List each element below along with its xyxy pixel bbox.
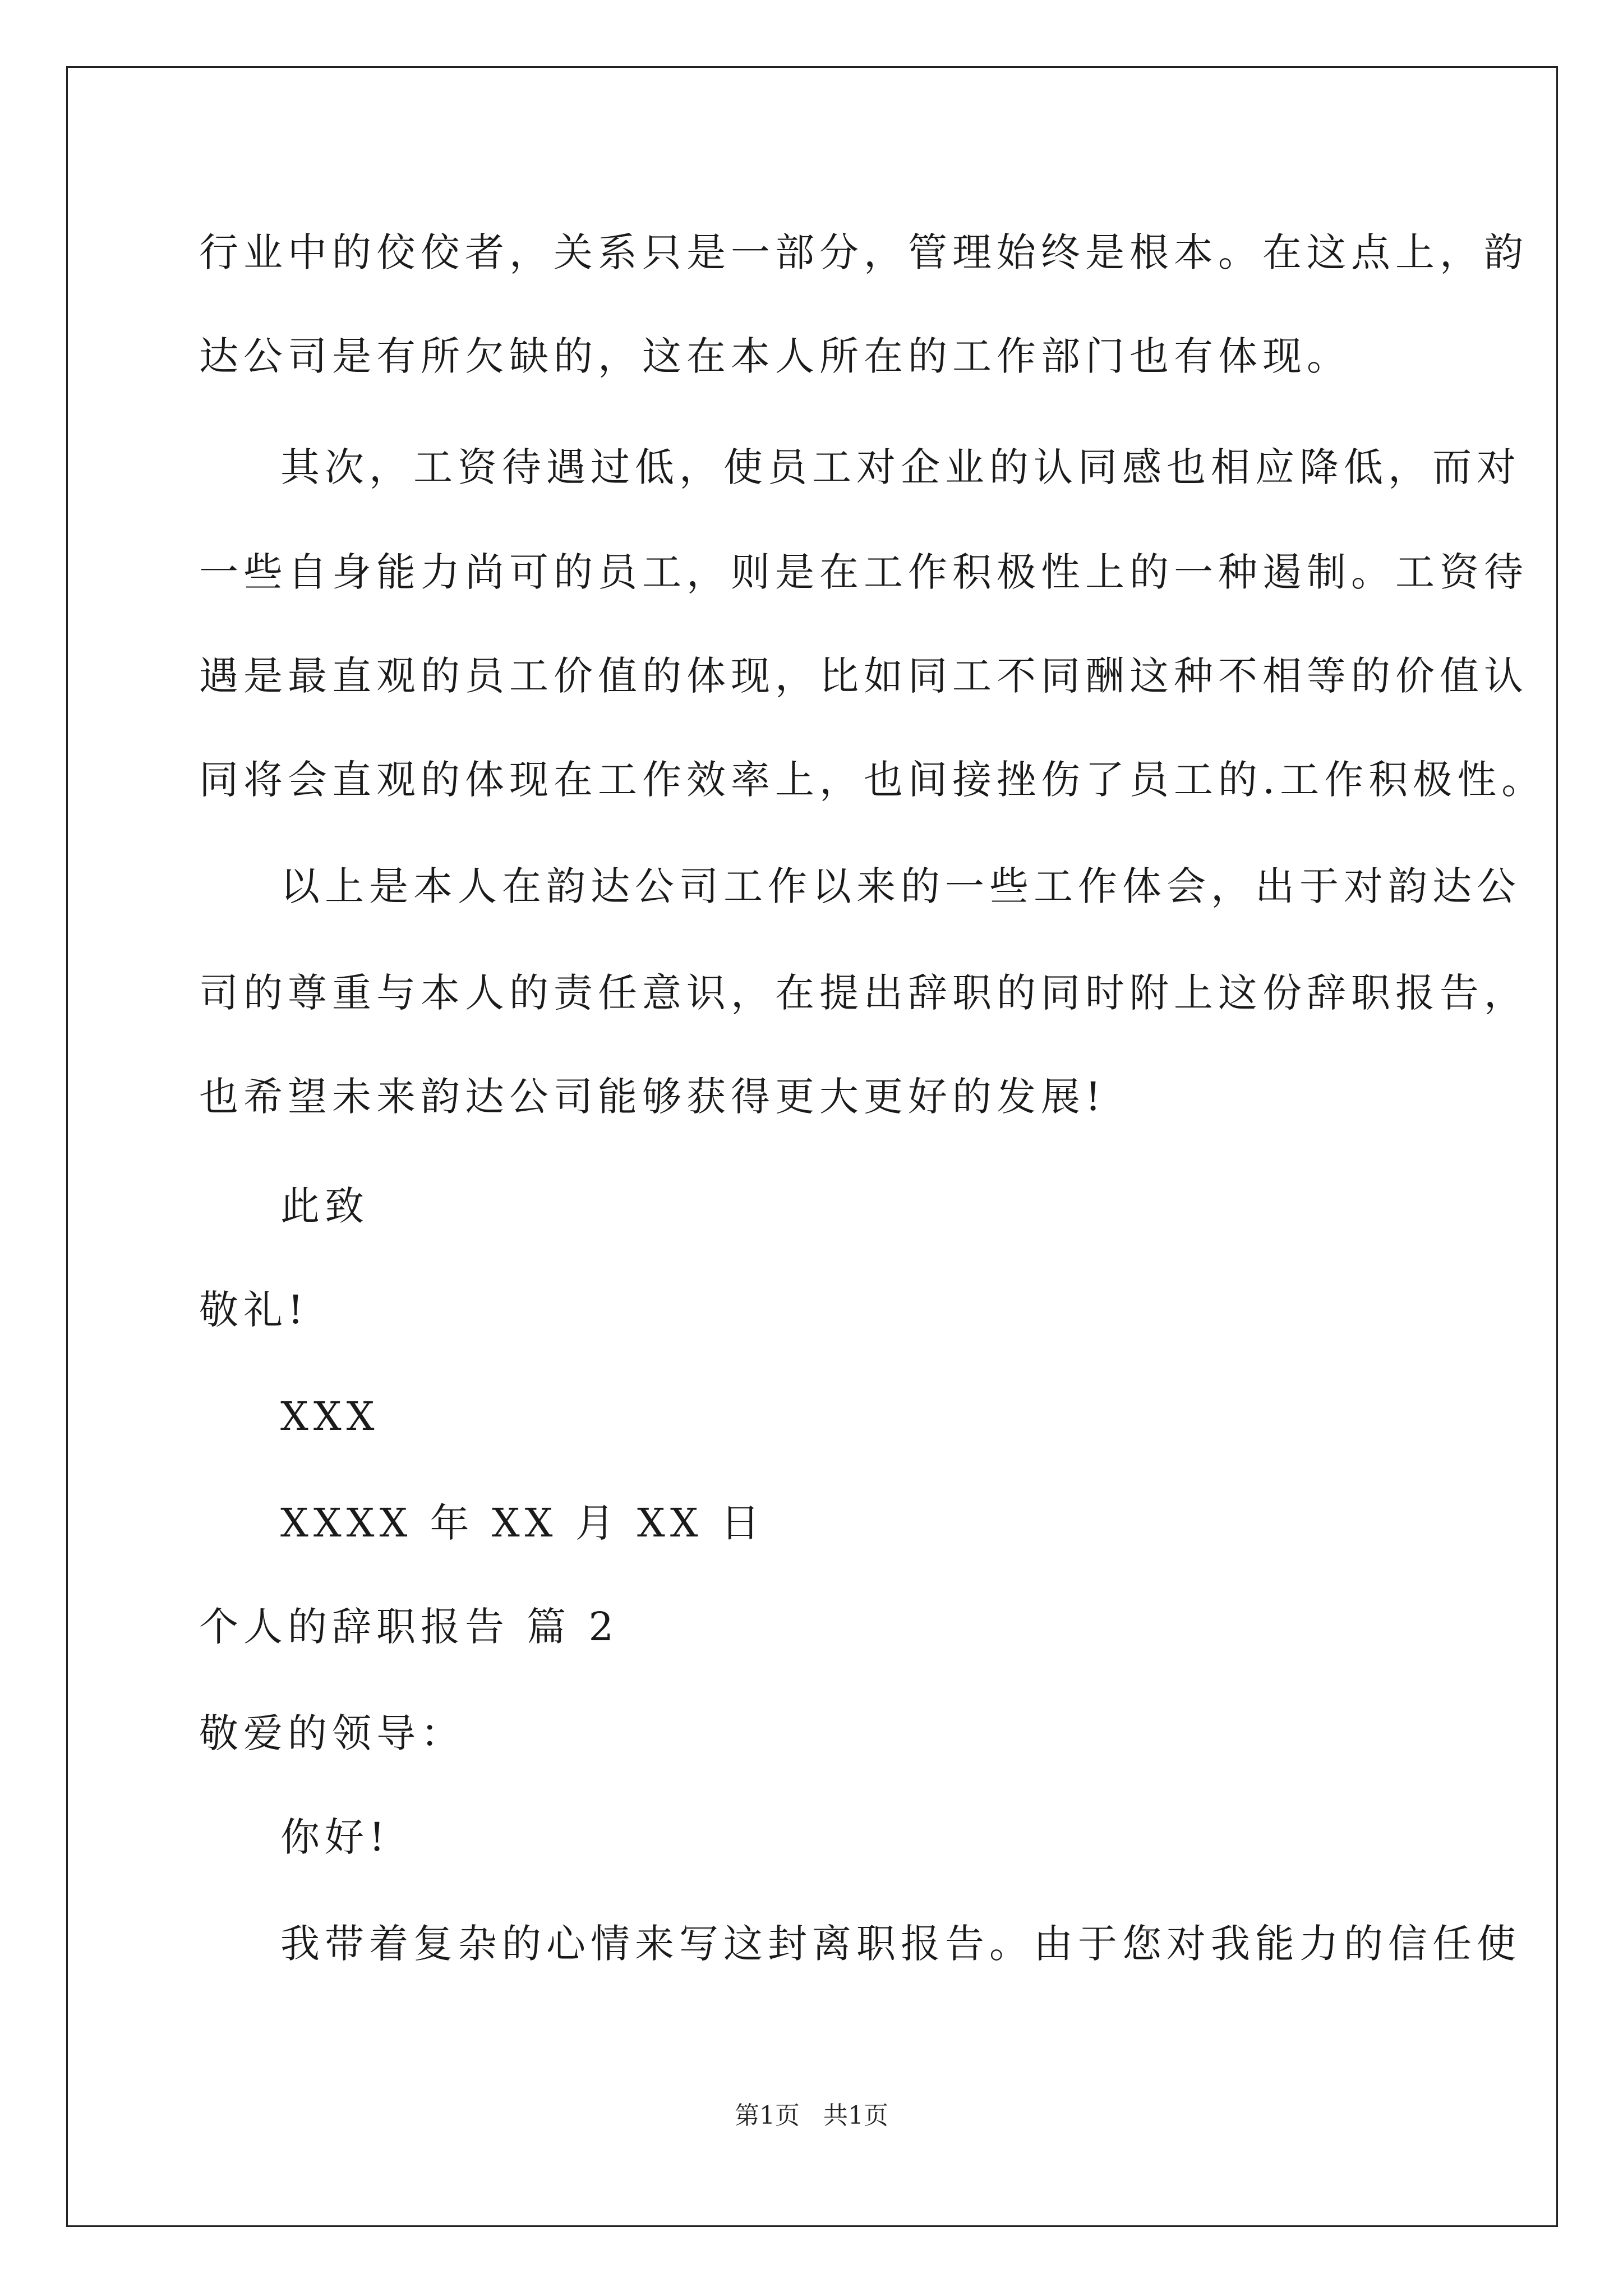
text-line: 达公司是有所欠缺的，这在本人所在的工作部门也有体现。 [199,333,1351,379]
signature-date: XXXX 年 XX 月 XX 日 [280,1500,765,1546]
closing-regards: 敬礼! [199,1287,309,1333]
text-line: 司的尊重与本人的责任意识，在提出辞职的同时附上这份辞职报告， [199,970,1528,1016]
text-line: 同将会直观的体现在工作效率上，也间接挫伤了员工的.工作积极性。 [199,757,1546,803]
paragraph-start: 以上是本人在韵达公司工作以来的一些工作体会，出于对韵达公 [280,863,1521,909]
section-heading: 个人的辞职报告 篇 2 [199,1604,619,1650]
text-line: 也希望未来韵达公司能够获得更大更好的发展! [199,1074,1106,1120]
greeting-hello: 你好! [280,1814,390,1860]
signature-name: XXX [280,1393,380,1439]
text-line: 一些自身能力尚可的员工，则是在工作积极性上的一种遏制。工资待 [199,549,1528,595]
paragraph-start: 其次，工资待遇过低，使员工对企业的认同感也相应降低，而对 [280,444,1521,490]
document-body [199,0,1546,2076]
greeting: 敬爱的领导： [199,1710,465,1756]
page-total: 共1页 [823,2101,888,2130]
text-line: 行业中的佼佼者，关系只是一部分，管理始终是根本。在这点上，韵 [199,229,1528,275]
page-footer [0,2099,1623,2133]
paragraph-start: 我带着复杂的心情来写这封离职报告。由于您对我能力的信任使 [280,1921,1521,1967]
page-number: 第1页 [735,2101,800,2130]
text-line: 遇是最直观的员工价值的体现，比如同工不同酬这种不相等的价值认 [199,653,1528,699]
closing-salutation: 此致 [280,1183,369,1229]
